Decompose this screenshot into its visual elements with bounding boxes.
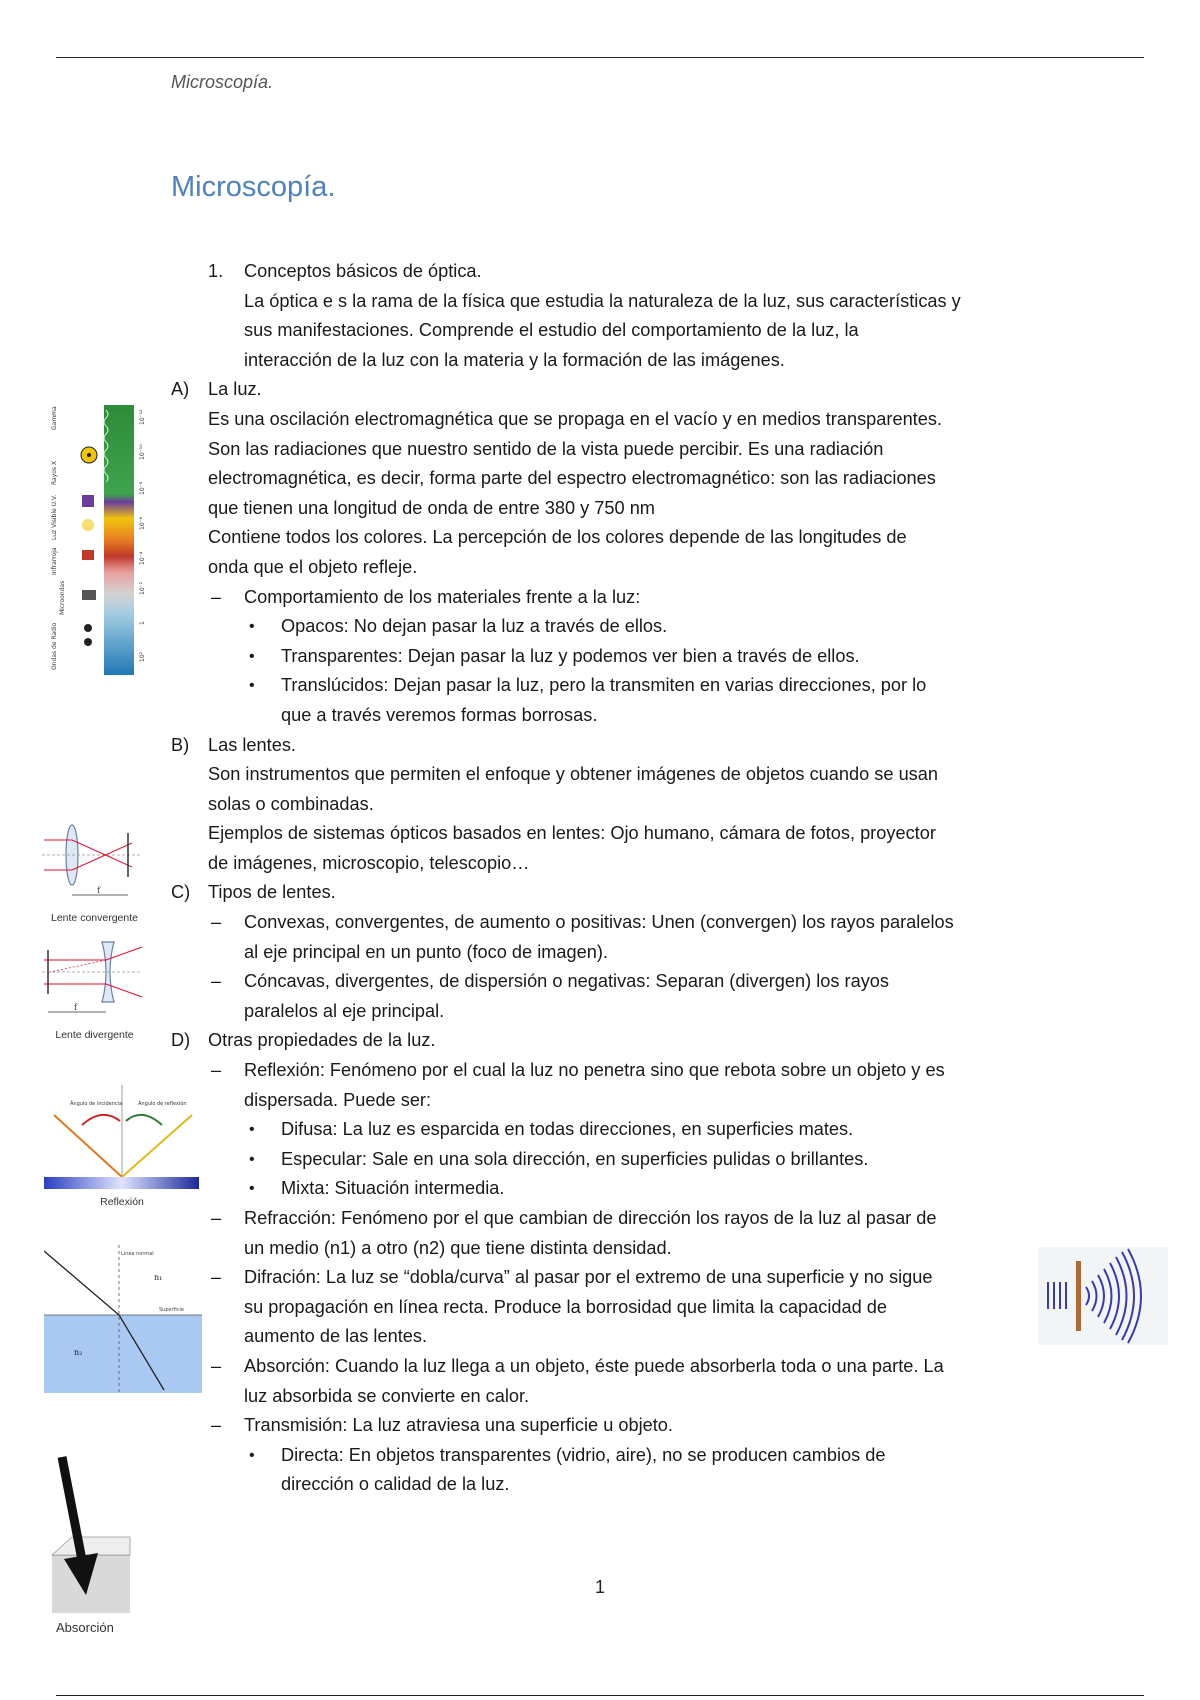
bullet-text: Difusa: La luz es esparcida en todas direcciones, en superficies mates. [281,1119,854,1140]
bullet-marker: • [249,647,255,665]
section-a-line: Es una oscilación electromagnética que se propaga en el vacío y en medios transparentes. [208,408,943,429]
spectrum-label-gamma: Gamma [51,406,58,430]
spectrum-exponent: 10⁻⁸ [139,481,146,495]
dash-marker: – [211,1060,222,1081]
dash-marker: – [211,1267,222,1288]
refraccion-item [171,1204,1031,1263]
section-1-line: La óptica e s la rama de la física que estudia la naturaleza de la luz, sus características y [244,290,961,311]
convergent-lens-figure [42,815,147,925]
spectrum-label-xray: Rayos X [51,460,58,485]
bullet-text: Transparentes: Dejan pasar la luz y podemos ver bien a través de ellos. [281,645,860,666]
section-d [171,1026,1031,1056]
difraccion-item [171,1263,1031,1352]
diffraction-diagram [1038,1247,1168,1345]
section-a-label: A) [171,379,190,400]
dash-text: al eje principal en un punto (foco de imagen). [244,941,608,962]
dash-text: Difración: La luz se “dobla/curva” al pasar por el extremo de una superficie y no sigue [244,1267,933,1288]
dash-marker: – [211,1355,222,1376]
reflection-caption: Reflexión [100,1196,144,1208]
section-a-line: Son las radiaciones que nuestro sentido de la vista puede percibir. Es una radiación [208,438,884,459]
spectrum-diagram [44,400,154,680]
main-content [171,257,1031,1500]
section-c [171,878,1031,908]
section-a-line: que tienen una longitud de onda de entre 380 y 750 nm [208,497,655,518]
spectrum-exponent: 1 [139,621,146,625]
page-number: 1 [594,1577,605,1597]
divergent-lens-diagram [42,932,147,1024]
spectrum-figure [44,400,154,680]
section-d-heading: Otras propiedades de la luz. [208,1030,436,1051]
section-c-label: C) [171,882,191,903]
section-b-line: Son instrumentos que permiten el enfoque y obtener imágenes de objetos cuando se usan [208,764,939,785]
bullet-marker: • [249,677,255,695]
bullet-mixta [171,1174,1031,1204]
bullet-translucidos [171,671,1031,730]
header-rule [56,57,1144,58]
focal-label: f [97,886,100,895]
reflexion-item [171,1056,1031,1115]
n1-label: n₁ [154,1273,163,1282]
footer-rule [56,1695,1144,1696]
dash-text: paralelos al eje principal. [244,1000,445,1021]
section-b-label: B) [171,734,190,755]
spectrum-exponent: 10⁻¹⁰ [139,444,146,460]
absorption-figure [48,1455,134,1635]
running-header: Microscopía. [171,72,274,92]
materials-heading: Comportamiento de los materiales frente a la luz: [244,586,641,607]
spectrum-label-radio: Ondas de Radio [51,622,58,670]
bullet-text: Mixta: Situación intermedia. [281,1178,505,1199]
section-b-heading: Las lentes. [208,734,296,755]
bullet-difusa [171,1115,1031,1145]
spectrum-label-microwave: Microondas [59,580,66,615]
dash-text: Absorción: Cuando la luz llega a un objeto, éste puede absorberla toda o una parte. La [244,1355,944,1376]
dash-text: Reflexión: Fenómeno por el cual la luz no penetra sino que rebota sobre un objeto y es [244,1060,945,1081]
bullet-marker: • [249,1180,255,1198]
section-d-label: D) [171,1030,191,1051]
dash-text: Convexas, convergentes, de aumento o positivas: Unen (convergen) los rayos paralelos [244,912,954,933]
n2-label: n₂ [74,1348,83,1357]
spectrum-exponent: 10⁻⁶ [139,516,146,530]
dash-text: Cóncavas, divergentes, de dispersión o negativas: Separan (divergen) los rayos [244,971,890,992]
bullet-text: dirección o calidad de la luz. [281,1474,510,1495]
dash-marker: – [211,971,222,992]
section-b [171,731,1031,761]
divergent-lens-figure [42,932,147,1042]
reflection-angle-label: Ángulo de reflexión [138,1101,187,1107]
spectrum-exponent: 10⁻⁴ [139,551,146,565]
section-a-line: Contiene todos los colores. La percepción de los colores depende de las longitudes de [208,527,907,548]
dash-text: Transmisión: La luz atraviesa una superficie u objeto. [244,1415,673,1436]
materials-dash-item [171,583,1031,613]
spectrum-exponent: 10² [139,651,146,662]
convergent-lens-caption: Lente convergente [51,912,138,924]
bullet-text: Especular: Sale en una sola dirección, en superficies pulidas o brillantes. [281,1148,869,1169]
bullet-marker: • [249,1150,255,1168]
dash-marker: – [211,1208,222,1228]
bullet-text: que a través veremos formas borrosas. [281,704,598,725]
section-1 [171,257,1031,375]
surface-label: Superficie [159,1307,185,1313]
section-a [171,375,1031,405]
bullet-text: Translúcidos: Dejan pasar la luz, pero la transmiten en varias direcciones, por lo [281,675,927,696]
section-a-line: onda que el objeto refleje. [208,556,418,577]
section-a-heading: La luz. [208,379,262,400]
bullet-transparentes [171,642,1031,672]
bullet-text: Opacos: No dejan pasar la luz a través de ellos. [281,616,668,637]
absorcion-item [171,1352,1031,1411]
bullet-marker: • [249,1446,255,1464]
incidence-angle-label: Ángulo de incidencia [70,1101,123,1107]
bullet-directa [171,1441,1031,1500]
section-b-line: solas o combinadas. [208,793,374,814]
section-1-line: sus manifestaciones. Comprende el estudio del comportamiento de la luz, la [244,320,859,341]
bullet-marker: • [249,1121,255,1139]
spectrum-label-visible: Luz Visible U.V. [51,494,58,540]
dash-text: dispersada. Puede ser: [244,1089,432,1110]
page-title: Microscopía. [171,171,336,203]
dash-marker: – [211,586,222,607]
bullet-especular [171,1145,1031,1175]
transmision-item [171,1411,1031,1441]
dash-text: Refracción: Fenómeno por el que cambian de dirección los rayos de la luz al pasar de [244,1208,937,1228]
section-c-heading: Tipos de lentes. [208,882,336,903]
section-b-line: de imágenes, microscopio, telescopio… [208,852,530,873]
divergent-lens-caption: Lente divergente [55,1029,134,1041]
dash-text: aumento de las lentes. [244,1326,428,1347]
section-1-heading: Conceptos básicos de óptica. [244,261,482,281]
convex-lens-item [171,908,1031,967]
spectrum-label-infrared: Infrarroja [51,547,58,575]
section-b-line: Ejemplos de sistemas ópticos basados en lentes: Ojo humano, cámara de fotos, proyector [208,823,936,844]
diffraction-figure [1038,1247,1168,1345]
section-1-line: interacción de la luz con la materia y la formación de las imágenes. [244,349,785,370]
section-1-number: 1. [208,261,224,281]
section-a-line: electromagnética, es decir, forma parte del espectro electromagnético: son las radiaciones [208,468,936,489]
spectrum-exponent: 10⁻² [139,581,146,595]
dash-text: un medio (n1) a otro (n2) que tiene distinta densidad. [244,1237,672,1258]
bullet-opacos [171,612,1031,642]
normal-line-label: Línea normal [121,1251,154,1257]
dash-text: su propagación en línea recta. Produce la borrosidad que limita la capacidad de [244,1296,888,1317]
bullet-text: Directa: En objetos transparentes (vidrio, aire), no se producen cambios de [281,1444,886,1465]
concave-lens-item [171,967,1031,1026]
convergent-lens-diagram [42,815,147,907]
dash-marker: – [211,912,222,933]
absorption-caption: Absorción [56,1620,114,1635]
bullet-marker: • [249,618,255,636]
focal-label: f [74,1003,77,1012]
dash-marker: – [211,1415,222,1436]
spectrum-exponent: 10⁻¹² [139,409,146,425]
dash-text: luz absorbida se convierte en calor. [244,1385,530,1406]
